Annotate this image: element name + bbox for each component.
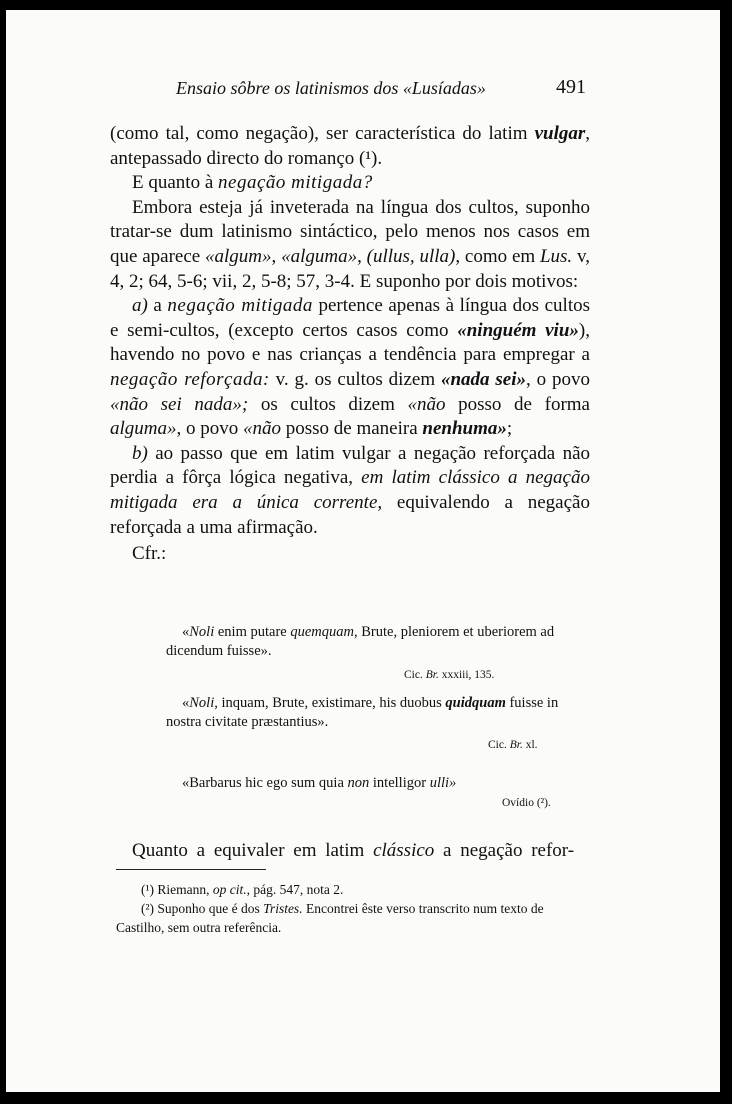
text-run: posso de forma	[445, 393, 590, 415]
quote-text	[166, 623, 590, 661]
emphasis: Tristes.	[263, 901, 303, 916]
emphasis: negação reforçada:	[110, 368, 270, 390]
text-run: a	[147, 295, 168, 317]
list-label: a)	[132, 295, 148, 317]
running-title: Ensaio sôbre os latinismos dos «Lusíadas»	[176, 78, 486, 98]
main-text	[110, 122, 590, 567]
text-run: «	[182, 695, 190, 711]
text-run: posso de maneira	[281, 418, 423, 440]
text-run: Cic.	[488, 739, 510, 751]
emphasis: clássico	[373, 840, 435, 861]
text-run: xl.	[522, 739, 538, 751]
text-run: equivalendo a negação reforçada a uma afirmação.	[110, 491, 590, 538]
paragraph-1	[110, 122, 590, 171]
paragraph-b	[110, 442, 590, 540]
quote-text	[166, 774, 590, 793]
text-run: Quanto a equivaler em latim	[132, 840, 374, 861]
emphasis: «não	[407, 393, 446, 415]
text-run: Cic.	[404, 669, 426, 681]
emphasis: Noli	[189, 624, 215, 640]
text-run: ), havendo no povo e nas crianças a tendência para empregar a	[110, 319, 590, 366]
text-run: Encontrei êste verso transcrito num texto de Castilho, sem outra referência.	[116, 901, 544, 935]
paragraph-a	[110, 294, 590, 442]
text-run: xxxiii, 135.	[438, 669, 495, 681]
emphasis: op cit.	[212, 882, 247, 897]
text-run: fuisse in nostra civitate præstantius».	[166, 695, 559, 730]
emphasis: «nada sei»	[440, 368, 527, 390]
emphasis: vulgar	[534, 123, 586, 144]
emphasis: negação mitigada?	[218, 172, 373, 194]
text-run: E quanto à	[132, 172, 219, 194]
text-run: , antepassado directo do romanço	[110, 123, 590, 169]
page-number: 491	[556, 76, 586, 98]
text-run: , pág. 547, nota 2.	[246, 882, 344, 897]
emphasis: «algum»	[205, 245, 272, 267]
emphasis: «não	[243, 418, 281, 440]
emphasis: em latim clássico a negação mitigada era a única corrente,	[110, 467, 590, 513]
text-run: , como em	[455, 245, 540, 267]
emphasis: Br.	[425, 669, 439, 681]
text-run: , Brute, pleniorem et uberiorem ad dicendum fuisse».	[166, 624, 555, 659]
emphasis: Br.	[509, 739, 523, 751]
text-run: os cultos dizem	[248, 393, 408, 415]
quotation-2	[166, 694, 590, 751]
footnote-ref: (¹).	[359, 147, 383, 169]
closing-line	[132, 840, 574, 862]
text-run: , o povo	[526, 368, 590, 390]
quotation-1	[166, 623, 590, 681]
emphasis: «ninguém viu»	[457, 319, 579, 341]
text-run: «Barbarus hic ego sum quia	[182, 775, 348, 791]
text-run: Riemann,	[154, 882, 213, 897]
emphasis: Noli,	[189, 695, 218, 711]
citation: Ovídio (²).	[502, 797, 551, 809]
list-label: b)	[132, 442, 148, 464]
quotation-3	[166, 774, 590, 809]
footnote-1	[116, 880, 592, 899]
paragraph-2	[110, 171, 590, 196]
text-run: Embora esteja já inveterada na língua dos cultos, suponho tratar-se dum latinismo sintáctico, pelo menos nos casos em que aparece	[110, 196, 590, 267]
footnotes	[116, 880, 592, 937]
quote-text	[166, 694, 590, 732]
emphasis: alguma»	[110, 418, 177, 440]
emphasis: «alguma»	[281, 245, 358, 267]
emphasis: negação mitigada	[167, 295, 313, 317]
emphasis: nenhuma»	[422, 418, 507, 440]
text-run: ao passo que em latim vulgar a negação reforçada não perdia a fôrça lógica negativa,	[110, 442, 590, 489]
text-run: intelligor	[369, 775, 430, 791]
cfr-label: Cfr.:	[132, 543, 167, 565]
text-run: v, 4, 2; 64, 5-6; vii, 2, 5-8; 57, 3-4. E suponho por dois motivos:	[110, 245, 590, 292]
footnote-2	[116, 899, 592, 937]
paragraph-3	[110, 196, 590, 294]
emphasis: quemquam	[290, 624, 354, 640]
emphasis: quidquam	[445, 695, 506, 711]
text-run: enim putare	[214, 624, 291, 640]
text-run: (como tal, como negação), ser característica do latim	[110, 123, 535, 144]
emphasis: non	[347, 775, 370, 791]
emphasis: (ullus, ulla)	[366, 245, 456, 267]
emphasis: ulli»	[429, 775, 457, 791]
footnote-mark: (¹)	[141, 882, 155, 897]
text-run: , o povo	[176, 418, 243, 440]
text-run: ;	[506, 418, 513, 440]
footnote-divider	[116, 869, 266, 870]
emphasis: Lus.	[539, 245, 573, 267]
text-run: ,	[357, 245, 367, 267]
text-run: Suponho que é dos	[154, 901, 264, 916]
emphasis: «não sei nada»;	[110, 393, 249, 415]
text-run: v. g. os cultos dizem	[269, 368, 441, 390]
citation	[488, 736, 538, 755]
text-run: «	[182, 624, 190, 640]
text-run: ,	[271, 245, 282, 267]
text-run: pertence apenas à língua dos cultos e semi-cultos, (excepto certos casos como	[110, 295, 590, 341]
text-run: inquam, Brute, existimare, his duobus	[217, 695, 446, 711]
text-run: a negação refor-	[434, 840, 575, 861]
citation	[404, 666, 494, 685]
footnote-mark: (²)	[141, 901, 155, 916]
book-page	[6, 10, 720, 1092]
